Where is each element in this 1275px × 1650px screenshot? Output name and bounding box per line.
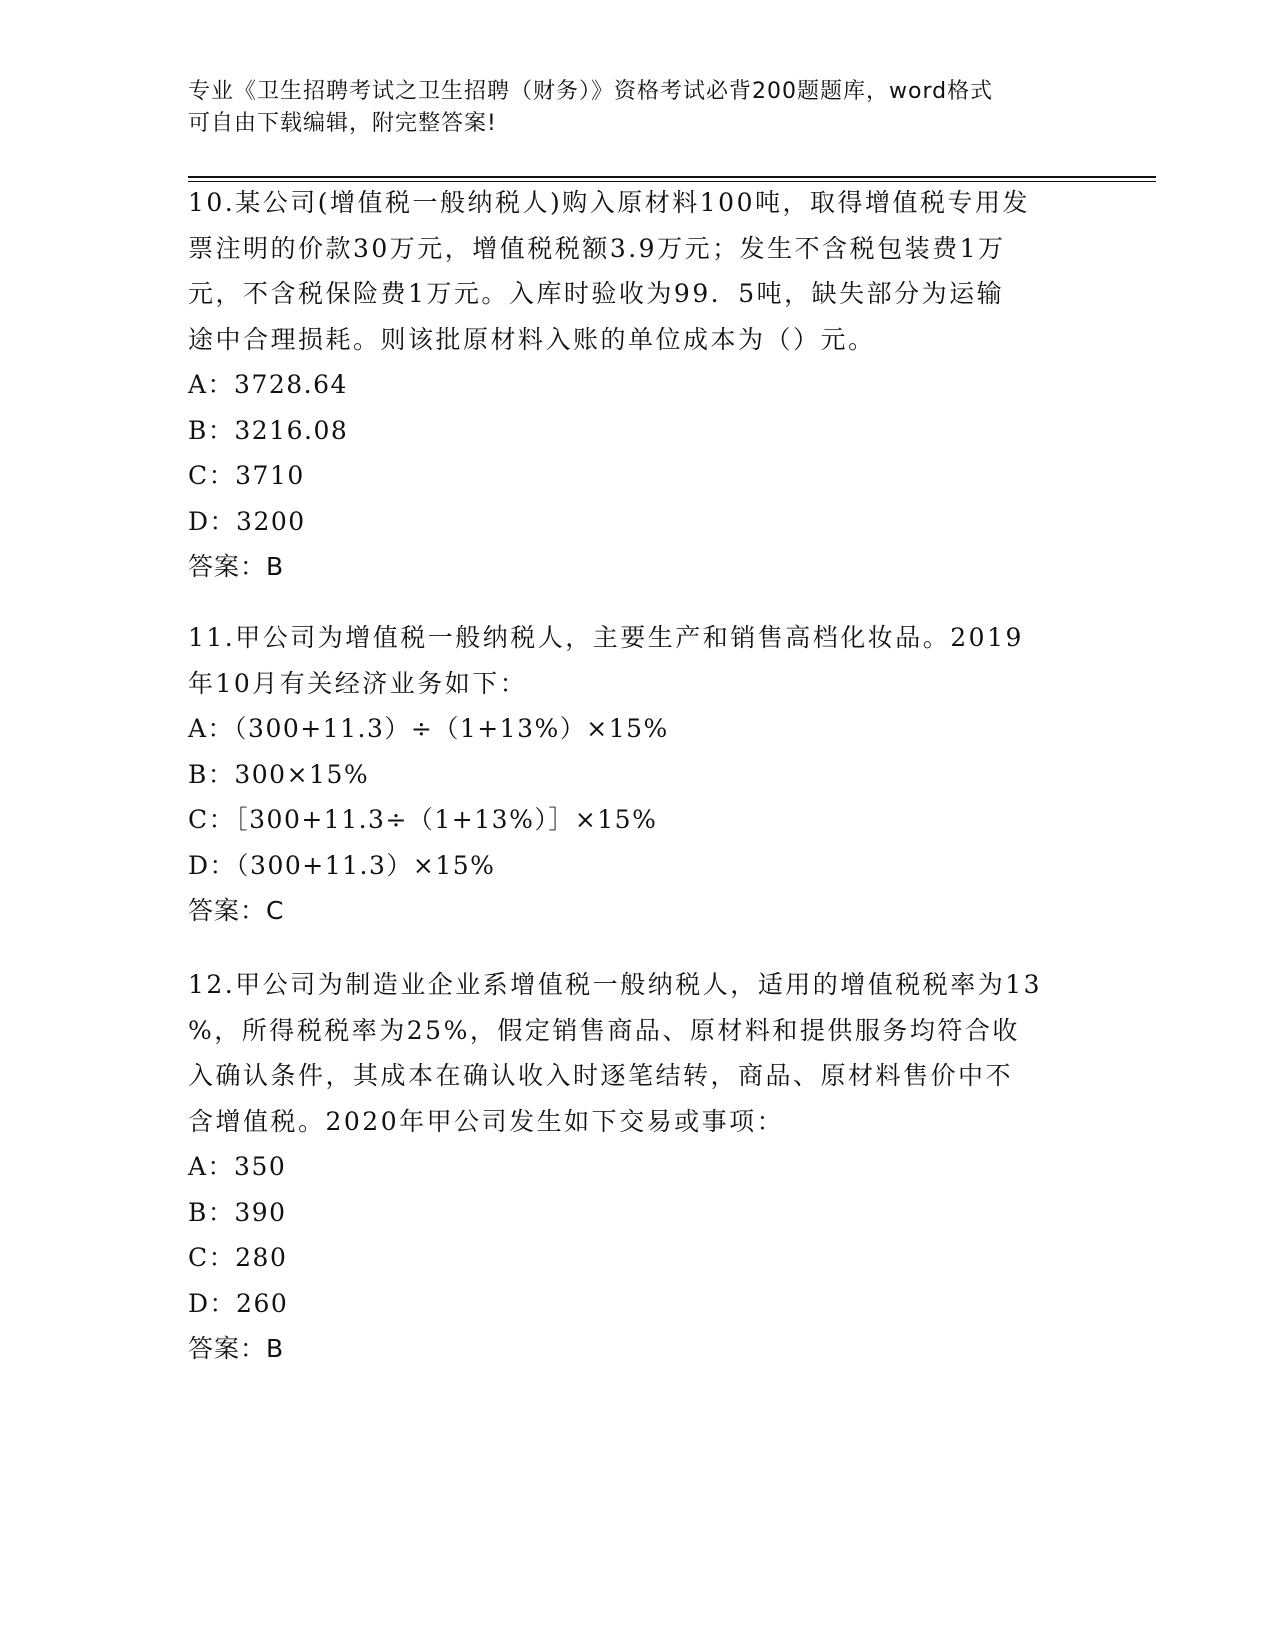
option-d: D：260: [188, 1288, 289, 1318]
document-header: [188, 76, 1068, 140]
option-c: C：［300+11.3÷（1+13%）］×15%: [188, 805, 658, 834]
option-b: B：390: [188, 1197, 287, 1227]
question-12: [188, 962, 1088, 1372]
question-stem-line: 票注明的价款30万元，增值税税额3.9万元；发生不含税包装费1万: [188, 233, 1006, 263]
option-a: A：（300+11.3）÷（1+13%）×15%: [188, 714, 669, 743]
question-stem-line: 入确认条件，其成本在确认收入时逐笔结转，商品、原材料售价中不: [188, 1061, 1014, 1090]
question-stem-line: 10.某公司(增值税一般纳税人)购入原材料100吨，取得增值税专用发: [188, 188, 1030, 217]
option-b: B：3216.08: [188, 415, 349, 445]
question-10: [188, 180, 1088, 590]
option-d: D：3200: [188, 506, 306, 536]
question-stem-line: 含增值税。2020年甲公司发生如下交易或事项：: [188, 1106, 785, 1136]
question-stem-line: %，所得税税率为25%，假定销售商品、原材料和提供服务均符合收: [188, 1015, 1020, 1045]
question-stem-line: 11.甲公司为增值税一般纳税人，主要生产和销售高档化妆品。2019: [188, 623, 1024, 652]
question-stem-line: 年10月有关经济业务如下：: [188, 668, 528, 698]
header-line-1: 专业《卫生招聘考试之卫生招聘（财务）》资格考试必背200题题库，word格式: [188, 79, 994, 104]
option-c: C：280: [188, 1243, 288, 1272]
question-11: [188, 615, 1088, 934]
option-a: A：350: [188, 1152, 287, 1181]
answer-line: 答案：B: [188, 1334, 285, 1363]
header-divider-thick: [188, 176, 1156, 178]
header-line-2: 可自由下载编辑，附完整答案!: [188, 111, 497, 136]
option-b: B：300×15%: [188, 759, 370, 789]
question-stem-line: 元，不含税保险费1万元。入库时验收为99．5吨，缺失部分为运输: [188, 279, 1005, 308]
option-c: C：3710: [188, 461, 305, 490]
option-a: A：3728.64: [188, 370, 348, 399]
option-d: D：（300+11.3）×15%: [188, 850, 496, 880]
answer-line: 答案：B: [188, 552, 285, 581]
question-stem-line: 12.甲公司为制造业企业系增值税一般纳税人，适用的增值税税率为13: [188, 970, 1043, 999]
question-stem-line: 途中合理损耗。则该批原材料入账的单位成本为（）元。: [188, 324, 876, 354]
answer-line: 答案：C: [188, 896, 285, 925]
